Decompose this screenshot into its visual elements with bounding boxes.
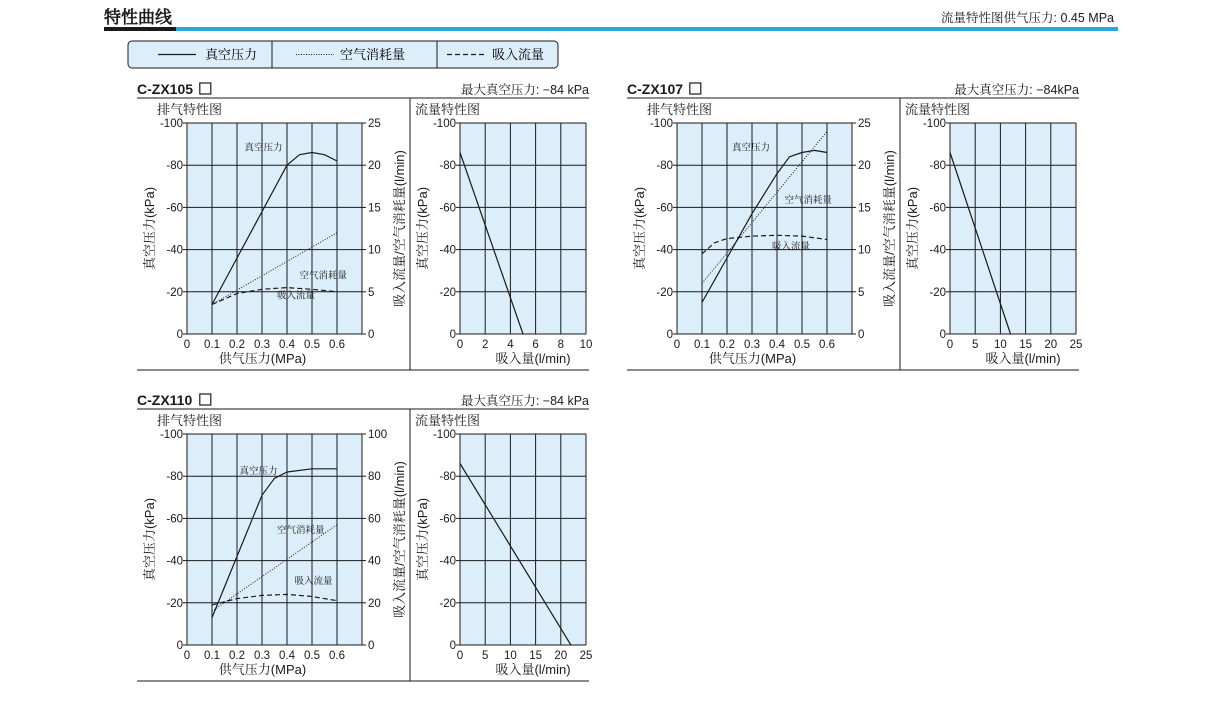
y-tick-label: -60: [929, 202, 946, 215]
y-right-axis-label: 吸入流量/空气消耗量(l/min): [882, 150, 897, 307]
y-right-tick-label: 15: [858, 202, 871, 215]
y-right-tick-label: 15: [368, 202, 381, 215]
x-tick-label: 6: [532, 339, 539, 351]
y-right-tick-label: 0: [858, 329, 865, 341]
model-name: C-ZX110: [137, 392, 193, 408]
y-tick-label: -60: [439, 513, 456, 526]
y-left-tick-label: -80: [166, 160, 183, 173]
x-tick-label: 0.6: [329, 650, 345, 662]
y-right-tick-label: 20: [368, 160, 381, 173]
x-axis-label: 供气压力(MPa): [708, 351, 797, 366]
x-tick-label: 0.5: [304, 650, 320, 662]
y-right-axis-label: 吸入流量/空气消耗量(l/min): [392, 461, 407, 618]
chart-title: 流量特性图: [905, 102, 971, 117]
series-annotation: 吸入流量: [277, 290, 316, 302]
y-tick-label: -100: [432, 429, 456, 441]
chart-title: 排气特性图: [647, 102, 713, 117]
x-axis-label: 供气压力(MPa): [218, 351, 307, 366]
y-tick-label: -80: [929, 160, 946, 173]
exhaust-chart: [142, 413, 407, 677]
page-title: 特性曲线: [104, 8, 172, 27]
x-tick-label: 2: [481, 339, 489, 351]
charts-root: [137, 81, 1082, 681]
model-name: C-ZX105: [137, 81, 194, 97]
model-suffix-box: [200, 394, 211, 405]
y-left-tick-label: -80: [166, 471, 183, 484]
y-tick-label: -20: [439, 286, 456, 299]
y-right-tick-label: 60: [368, 513, 381, 526]
y-right-tick-label: 10: [858, 244, 871, 257]
x-tick-label: 25: [579, 650, 593, 662]
series-annotation: 空气消耗量: [784, 195, 833, 207]
model-suffix-box: [690, 83, 701, 94]
y-left-axis-label: 真空压力(kPa): [142, 186, 157, 271]
x-tick-label: 0: [456, 650, 464, 662]
y-right-tick-label: 20: [858, 160, 871, 173]
y-right-tick-label: 25: [368, 118, 381, 130]
chart-title: 流量特性图: [415, 102, 481, 117]
y-left-tick-label: -100: [159, 429, 183, 441]
y-right-tick-label: 0: [368, 329, 375, 341]
y-left-tick-label: 0: [176, 640, 183, 652]
x-tick-label: 0.3: [744, 339, 760, 351]
x-tick-label: 8: [557, 339, 565, 351]
flow-chart: [905, 102, 1082, 366]
x-tick-label: 0.5: [794, 339, 810, 351]
y-right-tick-label: 40: [368, 555, 381, 568]
y-tick-label: -20: [929, 286, 946, 299]
y-left-tick-label: -20: [166, 597, 183, 610]
y-right-tick-label: 5: [368, 286, 375, 299]
exhaust-chart: [632, 102, 897, 366]
plot-area: [677, 123, 852, 334]
flow-chart: [415, 413, 592, 677]
chart-title: 排气特性图: [157, 102, 223, 117]
x-tick-label: 0.2: [719, 339, 735, 351]
x-tick-label: 0.1: [204, 339, 220, 351]
chart-block-c-zx107: [627, 81, 1082, 370]
y-tick-label: -80: [439, 471, 456, 484]
y-tick-label: 0: [449, 640, 456, 652]
x-tick-label: 4: [507, 339, 514, 351]
header-accent-bar: [104, 27, 1118, 31]
y-left-tick-label: -60: [166, 202, 183, 215]
series-annotation: 真空压力: [244, 142, 283, 154]
x-tick-label: 0.3: [254, 339, 270, 351]
chart-title: 流量特性图: [415, 413, 481, 428]
legend-label-air-consumption: 空气消耗量: [340, 47, 406, 62]
y-left-tick-label: -40: [166, 555, 183, 568]
y-tick-label: -60: [439, 202, 456, 215]
series-annotation: 空气消耗量: [277, 525, 325, 537]
plot-area: [460, 434, 586, 645]
y-left-tick-label: 0: [666, 329, 673, 341]
flow-chart: [415, 102, 592, 366]
plot-area: [950, 123, 1076, 334]
chart-block-c-zx105: [137, 81, 592, 370]
y-right-axis-label: 吸入流量/空气消耗量(l/min): [392, 150, 407, 307]
legend-label-suction-flow: 吸入流量: [492, 47, 545, 62]
x-tick-label: 0: [183, 339, 191, 351]
series-annotation: 空气消耗量: [299, 270, 348, 282]
max-vacuum-note: 最大真空压力: −84 kPa: [460, 394, 589, 408]
x-tick-label: 0.5: [304, 339, 320, 351]
header-note: 流量特性图供气压力: 0.45 MPa: [941, 11, 1114, 25]
y-left-tick-label: -60: [166, 513, 183, 526]
chart-block-c-zx110: [137, 392, 592, 681]
y-tick-label: -40: [439, 244, 456, 257]
x-tick-label: 10: [579, 339, 593, 351]
legend-label-vacuum-pressure: 真空压力: [205, 47, 258, 62]
y-tick-label: -40: [439, 555, 456, 568]
y-right-tick-label: 20: [368, 597, 381, 610]
y-tick-label: -100: [432, 118, 456, 130]
y-axis-label: 真空压力(kPa): [415, 186, 430, 271]
x-tick-label: 0.2: [229, 339, 245, 351]
y-left-axis-label: 真空压力(kPa): [632, 186, 647, 271]
y-left-tick-label: -80: [656, 160, 673, 173]
y-tick-label: -80: [439, 160, 456, 173]
x-axis-label: 吸入量(l/min): [495, 662, 571, 677]
x-tick-label: 0: [673, 339, 681, 351]
plot-area: [460, 123, 586, 334]
y-axis-label: 真空压力(kPa): [415, 497, 430, 582]
x-tick-label: 20: [1044, 339, 1058, 351]
x-tick-label: 0.1: [204, 650, 220, 662]
y-tick-label: -20: [439, 597, 456, 610]
y-left-tick-label: -20: [656, 286, 673, 299]
x-axis-label: 吸入量(l/min): [985, 351, 1061, 366]
y-left-tick-label: -100: [649, 118, 673, 130]
x-tick-label: 15: [1019, 339, 1032, 351]
x-tick-label: 10: [504, 650, 517, 662]
y-axis-label: 真空压力(kPa): [905, 186, 920, 271]
y-right-tick-label: 5: [858, 286, 865, 299]
x-tick-label: 0.4: [769, 339, 785, 351]
x-tick-label: 0.6: [819, 339, 835, 351]
max-vacuum-note: 最大真空压力: −84 kPa: [460, 83, 589, 97]
x-tick-label: 5: [971, 339, 979, 351]
y-right-tick-label: 10: [368, 244, 381, 257]
x-axis-label: 供气压力(MPa): [218, 662, 307, 677]
x-tick-label: 0.4: [279, 339, 295, 351]
y-tick-label: -40: [929, 244, 946, 257]
chart-title: 排气特性图: [157, 413, 223, 428]
model-name: C-ZX107: [627, 81, 684, 97]
exhaust-chart: [142, 102, 407, 366]
y-left-tick-label: -40: [166, 244, 183, 257]
x-tick-label: 0.6: [329, 339, 345, 351]
y-tick-label: 0: [939, 329, 946, 341]
series-annotation: 真空压力: [239, 466, 278, 478]
series-annotation: 吸入流量: [772, 241, 811, 253]
y-left-tick-label: 0: [176, 329, 183, 341]
series-annotation: 吸入流量: [294, 575, 333, 587]
y-left-tick-label: -60: [656, 202, 673, 215]
series-annotation: 真空压力: [732, 142, 771, 154]
y-right-tick-label: 80: [368, 471, 381, 484]
y-tick-label: -100: [922, 118, 946, 130]
y-right-tick-label: 25: [858, 118, 871, 130]
x-tick-label: 0: [946, 339, 954, 351]
x-tick-label: 15: [529, 650, 542, 662]
y-left-tick-label: -100: [159, 118, 183, 130]
x-tick-label: 0.3: [254, 650, 270, 662]
x-tick-label: 0.2: [229, 650, 245, 662]
x-tick-label: 20: [554, 650, 568, 662]
x-axis-label: 吸入量(l/min): [495, 351, 571, 366]
max-vacuum-note: 最大真空压力: −84kPa: [954, 83, 1079, 97]
y-tick-label: 0: [449, 329, 456, 341]
legend: [128, 41, 558, 68]
y-left-tick-label: -20: [166, 286, 183, 299]
x-tick-label: 0.4: [279, 650, 295, 662]
x-tick-label: 0: [183, 650, 191, 662]
y-left-axis-label: 真空压力(kPa): [142, 497, 157, 582]
x-tick-label: 5: [481, 650, 489, 662]
x-tick-label: 0.1: [694, 339, 710, 351]
model-suffix-box: [200, 83, 211, 94]
y-right-tick-label: 100: [368, 429, 388, 441]
x-tick-label: 25: [1069, 339, 1083, 351]
y-left-tick-label: -40: [656, 244, 673, 257]
x-tick-label: 0: [456, 339, 464, 351]
y-right-tick-label: 0: [368, 640, 375, 652]
x-tick-label: 10: [994, 339, 1007, 351]
